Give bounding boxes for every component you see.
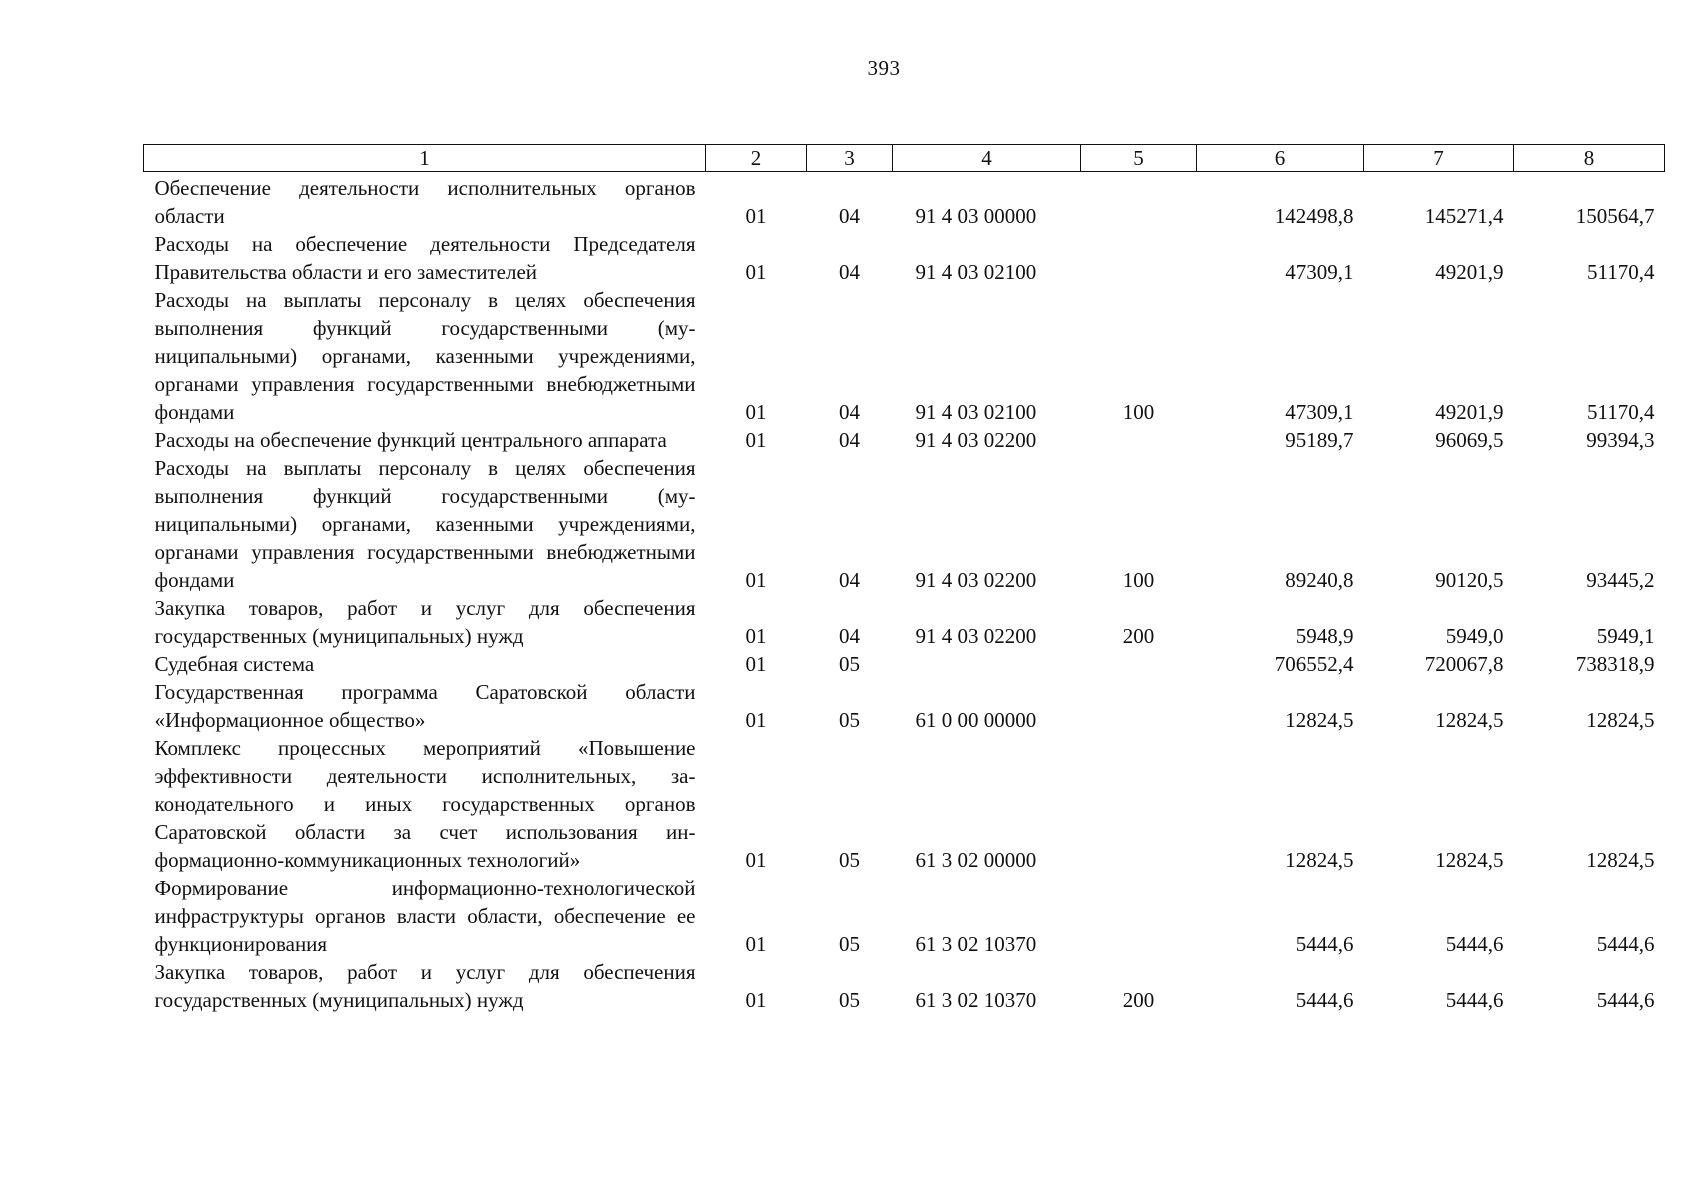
row-amount-col-7: 720067,8 [1424, 652, 1504, 676]
row-amount-col-7: 96069,5 [1435, 428, 1504, 452]
header-col-5: 5 [1081, 145, 1197, 172]
row-target-article: 61 3 02 10370 [915, 932, 1037, 956]
row-subsection: 05 [839, 848, 860, 872]
row-amount-col-6: 95189,7 [1285, 428, 1354, 452]
row-amount-col-7: 5949,0 [1445, 624, 1504, 648]
header-col-8: 8 [1514, 145, 1665, 172]
row-section: 01 [745, 204, 767, 228]
row-amount-col-8: 5949,1 [1596, 624, 1655, 648]
row-amount-col-7: 49201,9 [1435, 400, 1504, 424]
row-amount-col-8: 5444,6 [1596, 988, 1655, 1012]
row-target-article: 61 3 02 10370 [915, 988, 1037, 1012]
row-subsection: 04 [839, 624, 860, 648]
row-amount-col-6: 12824,5 [1285, 848, 1354, 872]
row-name: Судебная система [154, 652, 315, 676]
row-expense-type: 200 [1122, 624, 1155, 648]
row-section: 01 [745, 988, 767, 1012]
row-target-article: 91 4 03 02200 [915, 624, 1037, 648]
row-target-article [893, 650, 1081, 678]
row-expense-type [1081, 650, 1197, 678]
row-amount-col-7: 5444,6 [1445, 932, 1504, 956]
row-expense-type [1081, 874, 1197, 958]
row-subsection: 04 [839, 428, 860, 452]
row-amount-col-6: 5444,6 [1295, 932, 1354, 956]
row-section: 01 [745, 848, 767, 872]
table-row [144, 454, 1665, 594]
row-amount-col-8: 12824,5 [1586, 848, 1655, 872]
row-amount-col-7: 5444,6 [1445, 988, 1504, 1012]
row-name: Расходы на обеспечение функций центрального аппарата [154, 428, 667, 452]
row-name: Комплекс процессных мероприятий «Повышение эффективности деятельности исполнительных, законодательного и иных государственных органов Саратовской области за счет использования информационно-коммуникационных технологий» [154, 736, 696, 872]
table-header [144, 145, 1665, 172]
header-col-7: 7 [1364, 145, 1514, 172]
row-amount-col-8: 738318,9 [1575, 652, 1655, 676]
table-row [144, 172, 1665, 231]
row-expense-type: 100 [1122, 400, 1155, 424]
row-subsection: 04 [839, 400, 860, 424]
row-amount-col-6: 142498,8 [1274, 204, 1354, 228]
row-subsection: 04 [839, 260, 860, 284]
header-col-2: 2 [706, 145, 807, 172]
table-row [144, 734, 1665, 874]
row-expense-type: 100 [1122, 568, 1155, 592]
row-subsection: 05 [839, 988, 860, 1012]
row-name: Расходы на обеспечение деятельности Председателя Правительства области и его заместителей [154, 232, 696, 284]
row-section: 01 [745, 400, 767, 424]
header-col-1: 1 [144, 145, 706, 172]
row-amount-col-8: 150564,7 [1575, 204, 1655, 228]
row-target-article: 91 4 03 02200 [915, 428, 1037, 452]
row-section: 01 [745, 932, 767, 956]
table-body [144, 172, 1665, 1015]
row-subsection: 05 [839, 708, 860, 732]
row-name: Закупка товаров, работ и услуг для обеспечения государственных (муниципальных) нужд [154, 960, 696, 1012]
table-row [144, 230, 1665, 286]
table-row [144, 874, 1665, 958]
row-amount-col-7: 12824,5 [1435, 708, 1504, 732]
row-subsection: 05 [839, 932, 860, 956]
row-expense-type [1081, 426, 1197, 454]
header-col-3: 3 [807, 145, 893, 172]
row-target-article: 91 4 03 02200 [915, 568, 1037, 592]
page-number: 393 [867, 56, 901, 80]
header-col-6: 6 [1197, 145, 1364, 172]
row-target-article: 91 4 03 02100 [915, 260, 1037, 284]
row-amount-col-6: 5948,9 [1295, 624, 1354, 648]
row-amount-col-8: 93445,2 [1586, 568, 1655, 592]
row-amount-col-8: 51170,4 [1587, 400, 1655, 424]
row-section: 01 [745, 428, 767, 452]
header-col-4: 4 [893, 145, 1081, 172]
row-section: 01 [745, 708, 767, 732]
table-row [144, 594, 1665, 650]
row-subsection: 04 [839, 204, 860, 228]
row-section: 01 [745, 568, 767, 592]
budget-table [143, 144, 1665, 1014]
row-name: Обеспечение деятельности исполнительных органов области [154, 176, 696, 228]
row-expense-type [1081, 172, 1197, 231]
table-row [144, 426, 1665, 454]
row-section: 01 [745, 624, 767, 648]
row-target-article: 91 4 03 00000 [915, 204, 1037, 228]
row-expense-type [1081, 230, 1197, 286]
table-row [144, 286, 1665, 426]
row-section: 01 [745, 652, 767, 676]
row-amount-col-8: 12824,5 [1586, 708, 1655, 732]
row-subsection: 05 [839, 652, 860, 676]
row-amount-col-7: 49201,9 [1435, 260, 1504, 284]
row-amount-col-8: 5444,6 [1596, 932, 1655, 956]
row-target-article: 91 4 03 02100 [915, 400, 1037, 424]
row-amount-col-7: 90120,5 [1435, 568, 1504, 592]
row-name: Формирование информационно-технологической инфраструктуры органов власти области, обеспечение ее функционирования [154, 876, 696, 956]
row-section: 01 [745, 260, 767, 284]
table-row [144, 958, 1665, 1014]
row-target-article: 61 0 00 00000 [915, 708, 1037, 732]
row-expense-type: 200 [1122, 988, 1155, 1012]
row-amount-col-6: 47309,1 [1285, 400, 1354, 424]
table-row [144, 678, 1665, 734]
row-amount-col-6: 706552,4 [1274, 652, 1354, 676]
row-target-article: 61 3 02 00000 [915, 848, 1037, 872]
row-amount-col-7: 12824,5 [1435, 848, 1504, 872]
row-expense-type [1081, 734, 1197, 874]
row-name: Государственная программа Саратовской области «Информационное общество» [154, 680, 696, 732]
row-amount-col-8: 99394,3 [1586, 428, 1655, 452]
row-amount-col-6: 47309,1 [1285, 260, 1354, 284]
row-amount-col-6: 12824,5 [1285, 708, 1354, 732]
row-subsection: 04 [839, 568, 860, 592]
table-row [144, 650, 1665, 678]
row-name: Расходы на выплаты персоналу в целях обеспечения выполнения функций государственными (муниципальными) органами, казенными учреждениями, органами управления государственными внебюджетными фондами [154, 288, 696, 424]
header-row [144, 145, 1665, 172]
row-name: Закупка товаров, работ и услуг для обеспечения государственных (муниципальных) нужд [154, 596, 696, 648]
row-name: Расходы на выплаты персоналу в целях обеспечения выполнения функций государственными (муниципальными) органами, казенными учреждениями, органами управления государственными внебюджетными фондами [154, 456, 696, 592]
row-amount-col-7: 145271,4 [1424, 204, 1504, 228]
row-expense-type [1081, 678, 1197, 734]
row-amount-col-6: 89240,8 [1285, 568, 1354, 592]
row-amount-col-6: 5444,6 [1295, 988, 1354, 1012]
row-amount-col-8: 51170,4 [1587, 260, 1655, 284]
